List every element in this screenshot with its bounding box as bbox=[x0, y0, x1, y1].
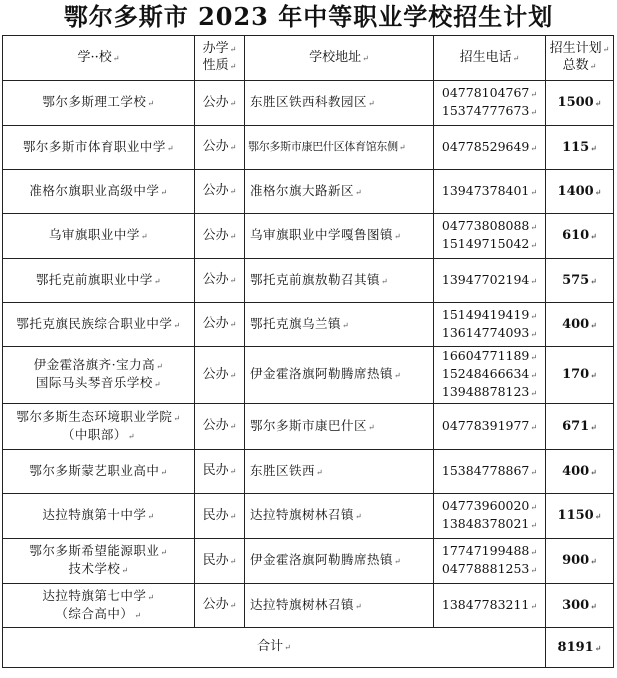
table-row bbox=[3, 259, 614, 303]
school-type-cell: 民办↵ bbox=[195, 539, 245, 584]
school-name-cell: 达拉特旗第十中学↵ bbox=[3, 494, 195, 539]
school-name-cell: 鄂托克前旗职业中学↵ bbox=[3, 259, 195, 303]
table-row bbox=[3, 81, 614, 126]
enrollment-total-cell: 575↵ bbox=[546, 259, 614, 303]
table-row bbox=[3, 404, 614, 450]
school-name-cell: 鄂尔多斯希望能源职业↵ 技术学校↵ bbox=[3, 539, 195, 584]
school-type-cell: 公办↵ bbox=[195, 170, 245, 214]
school-type-cell: 公办↵ bbox=[195, 126, 245, 170]
school-type-cell: 公办↵ bbox=[195, 81, 245, 126]
enrollment-total-cell: 400↵ bbox=[546, 450, 614, 494]
table-row bbox=[3, 584, 614, 628]
phone-cell: 13947702194↵ bbox=[434, 259, 546, 303]
summary-label: 合计↵ bbox=[3, 628, 546, 668]
enrollment-table-wrapper bbox=[2, 35, 614, 668]
phone-cell: 13947378401↵ bbox=[434, 170, 546, 214]
phone-cell: 04773808088↵ 15149715042↵ bbox=[434, 214, 546, 259]
phone-cell: 16604771189↵ 15248466634↵ 13948878123↵ bbox=[434, 347, 546, 404]
school-name-cell: 乌审旗职业中学↵ bbox=[3, 214, 195, 259]
school-address-cell: 达拉特旗树林召镇↵ bbox=[245, 494, 434, 539]
phone-cell: 15384778867↵ bbox=[434, 450, 546, 494]
school-type-cell: 民办↵ bbox=[195, 450, 245, 494]
school-name-cell: 鄂尔多斯生态环境职业学院↵ （中职部）↵ bbox=[3, 404, 195, 450]
table-row bbox=[3, 303, 614, 347]
enrollment-total-cell: 1150↵ bbox=[546, 494, 614, 539]
table-header-row bbox=[3, 36, 614, 81]
enrollment-total-cell: 671↵ bbox=[546, 404, 614, 450]
table-row bbox=[3, 170, 614, 214]
page-title: 鄂尔多斯市 2023 年中等职业学校招生计划 bbox=[63, 2, 554, 31]
school-address-cell: 准格尔旗大路新区↵ bbox=[245, 170, 434, 214]
school-name-cell: 准格尔旗职业高级中学↵ bbox=[3, 170, 195, 214]
header-type: 办学↵ 性质↵ bbox=[195, 36, 245, 81]
school-name-cell: 鄂尔多斯理工学校↵ bbox=[3, 81, 195, 126]
summary-total: 8191↵ bbox=[546, 628, 614, 668]
enrollment-total-cell: 900↵ bbox=[546, 539, 614, 584]
table-body bbox=[3, 81, 614, 628]
enrollment-total-cell: 1500↵ bbox=[546, 81, 614, 126]
enrollment-total-cell: 300↵ bbox=[546, 584, 614, 628]
enrollment-total-cell: 170↵ bbox=[546, 347, 614, 404]
school-address-cell: 鄂托克前旗敖勒召其镇↵ bbox=[245, 259, 434, 303]
header-phone: 招生电话↵ bbox=[434, 36, 546, 81]
enrollment-total-cell: 1400↵ bbox=[546, 170, 614, 214]
table-row bbox=[3, 347, 614, 404]
school-address-cell: 东胜区铁西↵ bbox=[245, 450, 434, 494]
header-address: 学校地址↵ bbox=[245, 36, 434, 81]
phone-cell: 15149419419↵ 13614774093↵ bbox=[434, 303, 546, 347]
school-name-cell: 伊金霍洛旗齐·宝力高↵ 国际马头琴音乐学校↵ bbox=[3, 347, 195, 404]
header-total: 招生计划↵ 总数↵ bbox=[546, 36, 614, 81]
school-address-cell: 东胜区铁西科教园区↵ bbox=[245, 81, 434, 126]
school-name-cell: 达拉特旗第七中学↵ （综合高中）↵ bbox=[3, 584, 195, 628]
school-address-cell: 鄂尔多斯市康巴什区体育馆东侧↵ bbox=[245, 126, 434, 170]
phone-cell: 04778529649↵ bbox=[434, 126, 546, 170]
school-address-cell: 鄂尔多斯市康巴什区↵ bbox=[245, 404, 434, 450]
table-row bbox=[3, 494, 614, 539]
enrollment-total-cell: 610↵ bbox=[546, 214, 614, 259]
school-type-cell: 民办↵ bbox=[195, 494, 245, 539]
school-address-cell: 伊金霍洛旗阿勒腾席热镇↵ bbox=[245, 539, 434, 584]
school-name-cell: 鄂托克旗民族综合职业中学↵ bbox=[3, 303, 195, 347]
school-address-cell: 乌审旗职业中学嘎鲁图镇↵ bbox=[245, 214, 434, 259]
phone-cell: 04778104767↵ 15374777673↵ bbox=[434, 81, 546, 126]
header-school: 学··校↵ bbox=[3, 36, 195, 81]
phone-cell: 17747199488↵ 04778881253↵ bbox=[434, 539, 546, 584]
school-address-cell: 伊金霍洛旗阿勒腾席热镇↵ bbox=[245, 347, 434, 404]
table-row bbox=[3, 214, 614, 259]
enrollment-table bbox=[2, 35, 614, 668]
phone-cell: 13847783211↵ bbox=[434, 584, 546, 628]
school-type-cell: 公办↵ bbox=[195, 584, 245, 628]
school-address-cell: 达拉特旗树林召镇↵ bbox=[245, 584, 434, 628]
table-row bbox=[3, 450, 614, 494]
phone-cell: 04778391977↵ bbox=[434, 404, 546, 450]
table-row bbox=[3, 126, 614, 170]
school-address-cell: 鄂托克旗乌兰镇↵ bbox=[245, 303, 434, 347]
table-row bbox=[3, 539, 614, 584]
school-type-cell: 公办↵ bbox=[195, 303, 245, 347]
school-type-cell: 公办↵ bbox=[195, 404, 245, 450]
school-type-cell: 公办↵ bbox=[195, 214, 245, 259]
school-type-cell: 公办↵ bbox=[195, 347, 245, 404]
school-name-cell: 鄂尔多斯市体育职业中学↵ bbox=[3, 126, 195, 170]
school-name-cell: 鄂尔多斯蒙艺职业高中↵ bbox=[3, 450, 195, 494]
enrollment-total-cell: 115↵ bbox=[546, 126, 614, 170]
summary-row bbox=[3, 628, 614, 668]
phone-cell: 04773960020↵ 13848378021↵ bbox=[434, 494, 546, 539]
school-type-cell: 公办↵ bbox=[195, 259, 245, 303]
enrollment-total-cell: 400↵ bbox=[546, 303, 614, 347]
